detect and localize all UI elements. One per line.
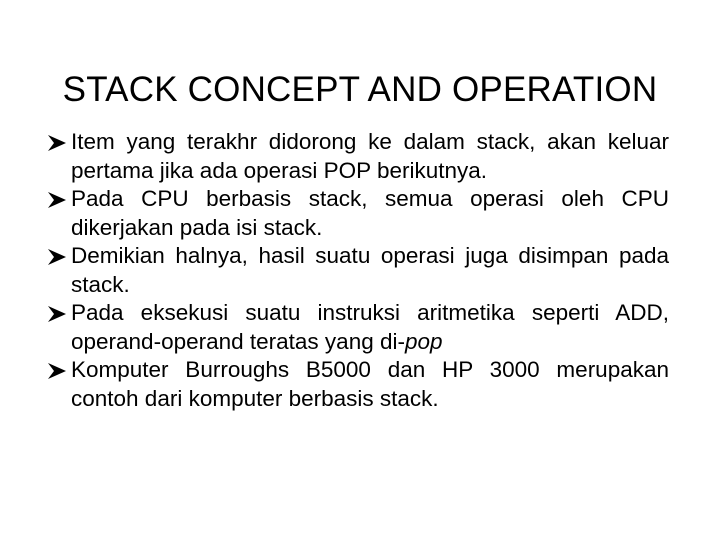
bullet-item bbox=[47, 242, 669, 299]
arrowhead-bullet-icon bbox=[47, 134, 67, 152]
bullet-text: Demikian halnya, hasil suatu operasi juga disimpan pada stack. bbox=[71, 243, 669, 297]
bullet-item bbox=[47, 128, 669, 185]
bullet-text: Item yang terakhr didorong ke dalam stack, akan keluar pertama jika ada operasi POP berikutnya. bbox=[71, 129, 669, 183]
bullet-text-emphasis: pop bbox=[404, 328, 443, 354]
arrowhead-bullet-icon bbox=[47, 191, 67, 209]
bullet-text: Pada CPU berbasis stack, semua operasi oleh CPU dikerjakan pada isi stack. bbox=[71, 186, 669, 240]
bullet-item bbox=[47, 185, 669, 242]
bullet-text: Komputer Burroughs B5000 dan HP 3000 merupakan contoh dari komputer berbasis stack. bbox=[71, 357, 669, 411]
arrowhead-bullet-icon bbox=[47, 362, 67, 380]
arrowhead-bullet-icon bbox=[47, 248, 67, 266]
bullet-text-main: Pada eksekusi suatu instruksi aritmetika seperti ADD, operand-operand teratas yang di- bbox=[71, 300, 669, 354]
arrowhead-bullet-icon bbox=[47, 305, 67, 323]
bullet-item bbox=[47, 299, 669, 356]
bullet-item bbox=[47, 356, 669, 413]
bullet-list bbox=[47, 128, 669, 413]
slide-title: STACK CONCEPT AND OPERATION bbox=[62, 70, 658, 110]
bullet-text bbox=[71, 300, 669, 354]
